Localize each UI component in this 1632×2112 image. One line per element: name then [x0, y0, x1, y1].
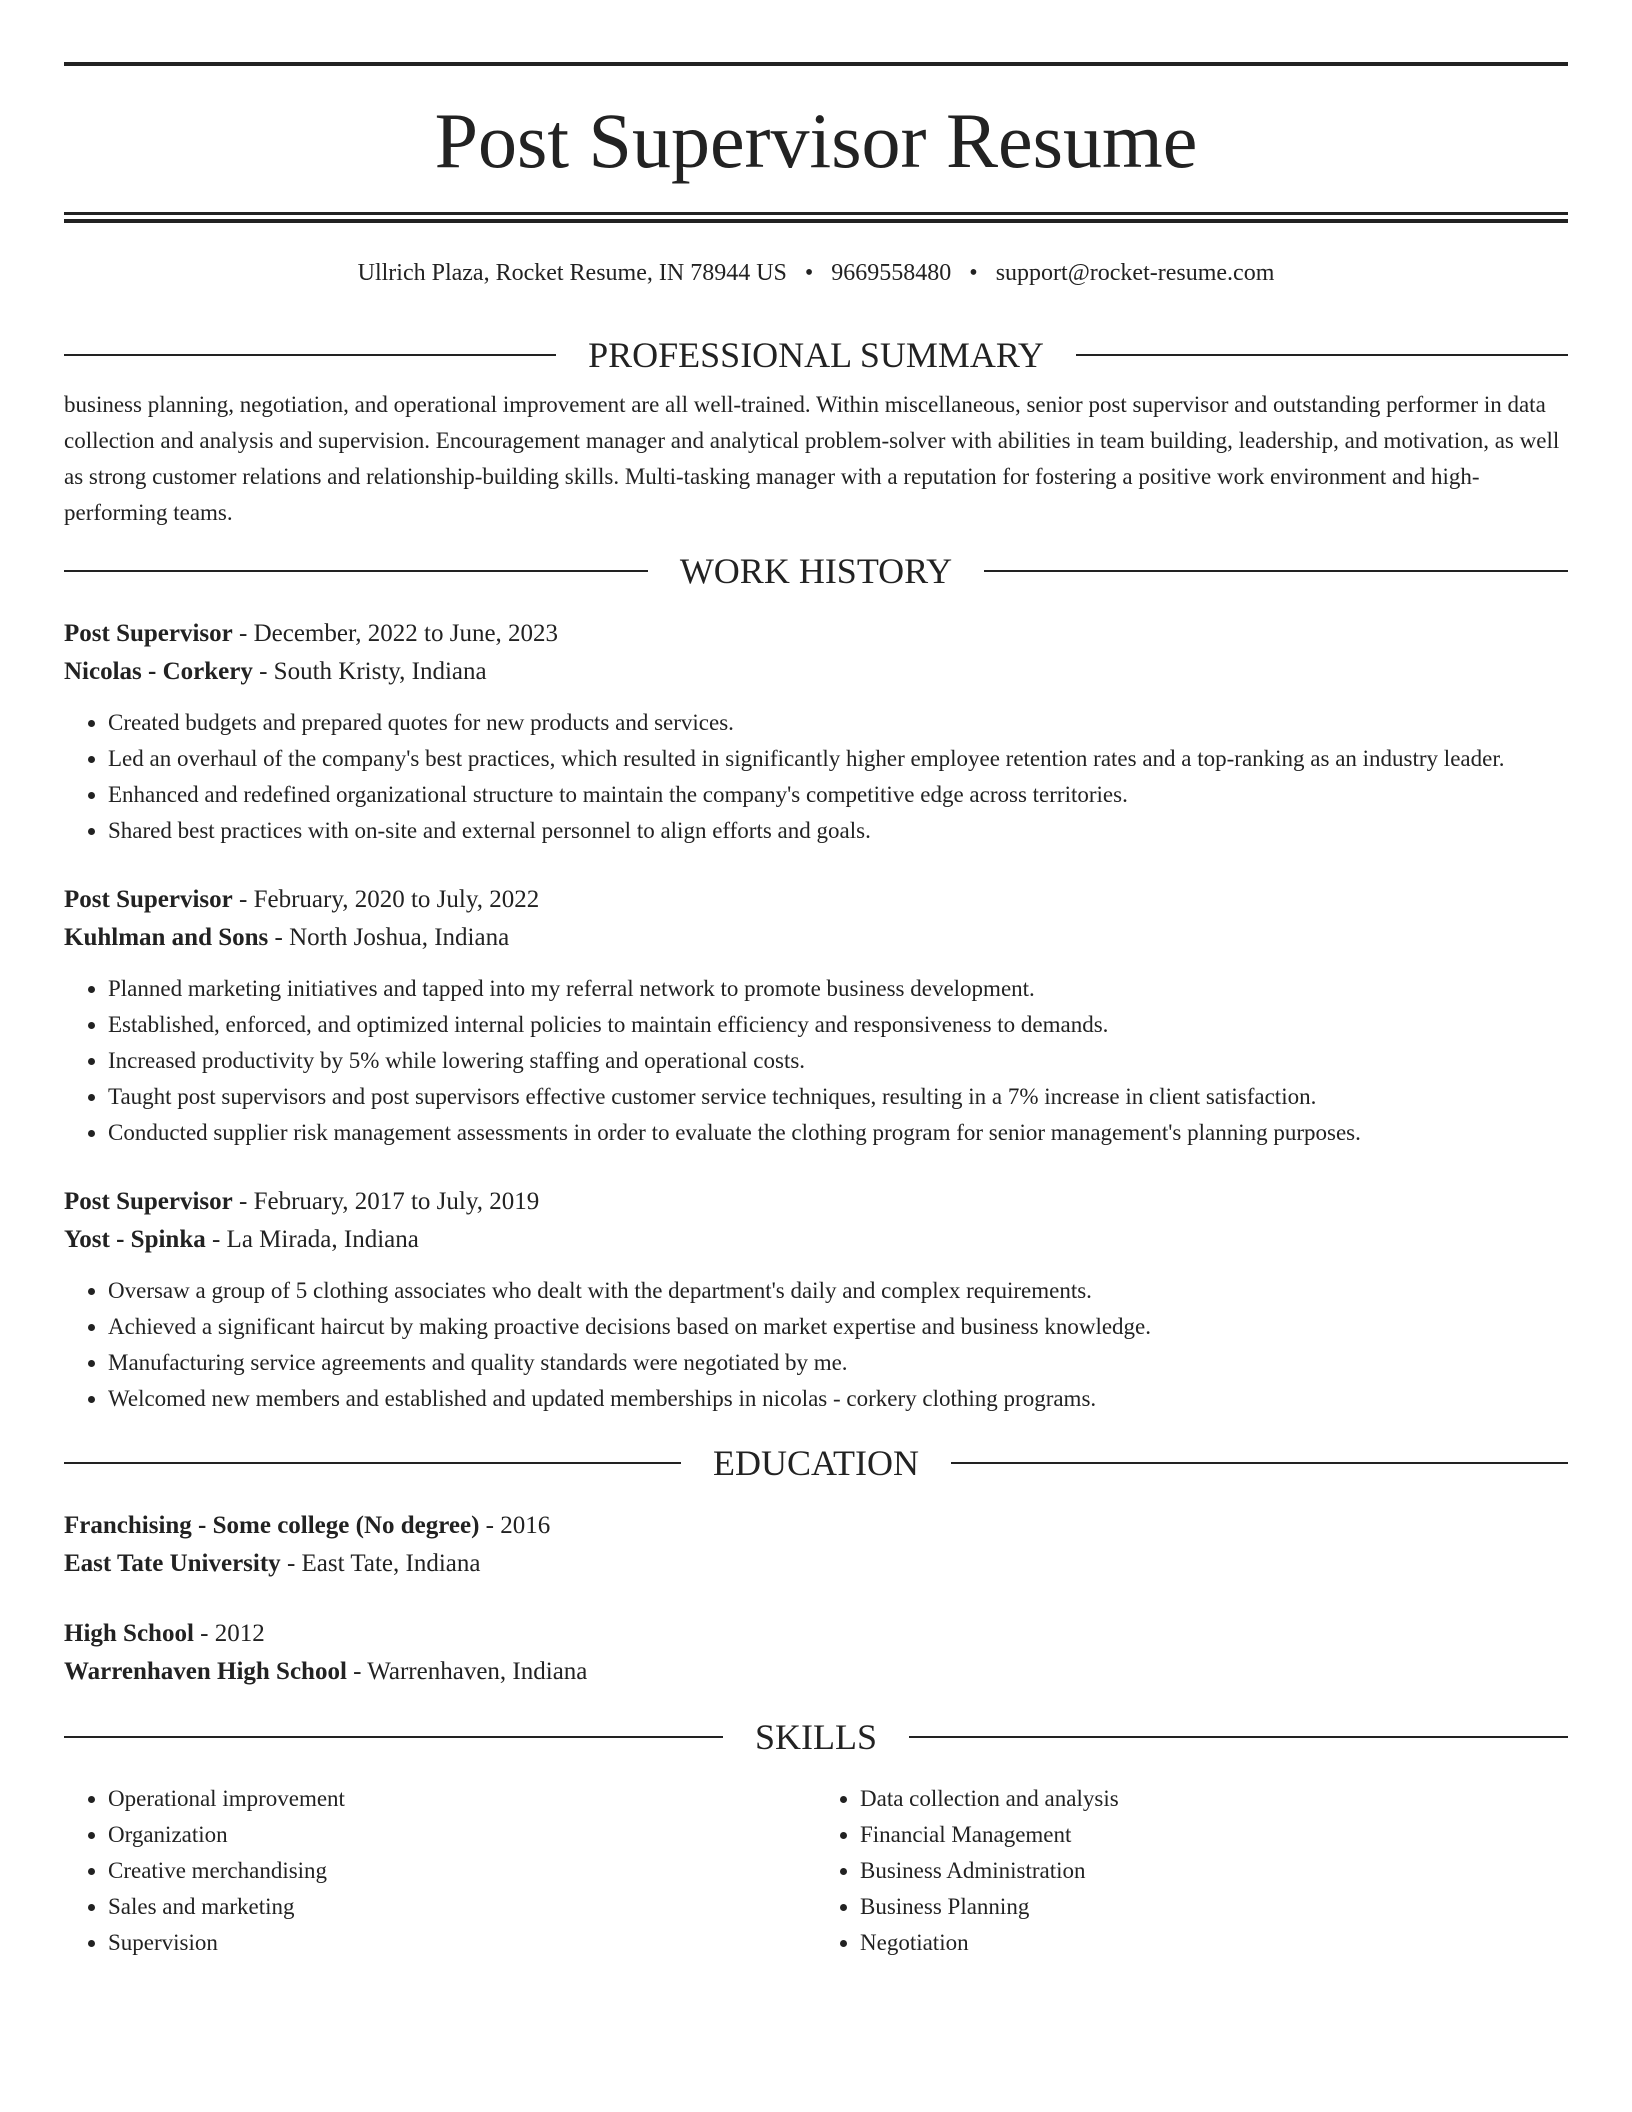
skill-item: • Negotiation [860, 1925, 1568, 1961]
section-title-skills: SKILLS [755, 1717, 878, 1757]
section-rule [64, 570, 648, 572]
education-degree-line [64, 1615, 1568, 1653]
contact-phone: 9669558480 [831, 260, 952, 286]
list-item: • Led an overhaul of the company's best practices, which resulted in significantly higher employee retention rates and a top-ranking as an industry leader. [108, 741, 1568, 777]
job-bullets [64, 1273, 1568, 1417]
list-item: • Conducted supplier risk management assessments in order to evaluate the clothing program for senior management's planning purposes. [108, 1115, 1568, 1151]
section-rule [951, 1462, 1568, 1464]
education-year: - 2012 [193, 1620, 265, 1647]
summary-text: business planning, negotiation, and operational improvement are all well-trained. Within miscellaneous, senior post supervisor and outstanding performer in data collection and analysis and supervision. Encouragement manager and analytical problem-solver with abilities in team building, leadership, and motivation, as well as strong customer relations and relationship-building skills. Multi-tasking manager with a reputation for fostering a positive work environment and high-performing teams. [64, 392, 1560, 525]
skill-item: • Business Administration [860, 1853, 1568, 1889]
list-item: • Shared best practices with on-site and external personnel to align efforts and goals. [108, 813, 1568, 849]
section-title-work: WORK HISTORY [679, 551, 953, 591]
page-title: Post Supervisor Resume [434, 97, 1198, 184]
education-degree: High School [64, 1620, 194, 1647]
skill-item: • Data collection and analysis [860, 1781, 1568, 1817]
job-location: - North Joshua, Indiana [268, 924, 510, 951]
job-entry [64, 1183, 1568, 1417]
top-rule [64, 62, 1568, 66]
contact-separator: • [804, 260, 814, 286]
skill-item: • Business Planning [860, 1889, 1568, 1925]
skill-item: • Operational improvement [108, 1781, 816, 1817]
skill-item: • Creative merchandising [108, 1853, 816, 1889]
job-company-line [64, 653, 1568, 691]
job-company: Yost - Spinka [64, 1226, 206, 1253]
education-degree-line [64, 1507, 1568, 1545]
skill-item: • Supervision [108, 1925, 816, 1961]
work-section-header [64, 553, 1568, 589]
skills-section-header [64, 1719, 1568, 1755]
contact-address: Ullrich Plaza, Rocket Resume, IN 78944 US [357, 260, 787, 286]
education-section-header [64, 1445, 1568, 1481]
education-year: - 2016 [479, 1512, 551, 1539]
skill-item: • Organization [108, 1817, 816, 1853]
job-bullets [64, 971, 1568, 1151]
job-dates: - February, 2017 to July, 2019 [232, 1188, 540, 1215]
section-title-summary: PROFESSIONAL SUMMARY [588, 335, 1044, 375]
contact-email[interactable]: support@rocket-resume.com [995, 260, 1275, 286]
job-company-line [64, 1221, 1568, 1259]
list-item: • Welcomed new members and established and updated memberships in nicolas - corkery clothing programs. [108, 1381, 1568, 1417]
summary-section-header [64, 337, 1568, 373]
education-location: - Warrenhaven, Indiana [346, 1658, 588, 1685]
list-item: • Achieved a significant haircut by making proactive decisions based on market expertise and business knowledge. [108, 1309, 1568, 1345]
job-dates: - February, 2020 to July, 2022 [232, 886, 540, 913]
job-title-line [64, 615, 1568, 653]
skill-item: • Sales and marketing [108, 1889, 816, 1925]
education-school: East Tate University [64, 1550, 281, 1577]
list-item: • Oversaw a group of 5 clothing associates who dealt with the department's daily and complex requirements. [108, 1273, 1568, 1309]
job-entry [64, 881, 1568, 1151]
list-item: • Enhanced and redefined organizational structure to maintain the company's competitive edge across territories. [108, 777, 1568, 813]
section-rule [64, 1462, 681, 1464]
education-school-line [64, 1653, 1568, 1691]
job-entry [64, 615, 1568, 849]
skills-grid [64, 1781, 1568, 1961]
list-item: • Manufacturing service agreements and quality standards were negotiated by me. [108, 1345, 1568, 1381]
education-entry [64, 1507, 1568, 1583]
job-location: - South Kristy, Indiana [252, 658, 487, 685]
title-double-rule [64, 212, 1568, 223]
job-dates: - December, 2022 to June, 2023 [232, 620, 559, 647]
job-location: - La Mirada, Indiana [205, 1226, 419, 1253]
job-bullets [64, 705, 1568, 849]
education-location: - East Tate, Indiana [280, 1550, 481, 1577]
section-rule [64, 354, 556, 356]
list-item: • Created budgets and prepared quotes for new products and services. [108, 705, 1568, 741]
education-school-line [64, 1545, 1568, 1583]
contact-separator: • [969, 260, 978, 286]
skill-item: • Financial Management [860, 1817, 1568, 1853]
job-company-line [64, 919, 1568, 957]
job-title: Post Supervisor [64, 886, 233, 913]
education-degree: Franchising - Some college (No degree) [64, 1512, 480, 1539]
job-company: Kuhlman and Sons [64, 924, 269, 951]
section-title-education: EDUCATION [713, 1443, 919, 1483]
job-title: Post Supervisor [64, 620, 233, 647]
section-rule [1076, 354, 1568, 356]
section-rule [984, 570, 1568, 572]
list-item: • Planned marketing initiatives and tapped into my referral network to promote business development. [108, 971, 1568, 1007]
job-company: Nicolas - Corkery [64, 658, 253, 685]
skills-list-right [816, 1781, 1568, 1961]
list-item: • Taught post supervisors and post supervisors effective customer service techniques, resulting in a 7% increase in client satisfaction. [108, 1079, 1568, 1115]
list-item: • Established, enforced, and optimized internal policies to maintain efficiency and responsiveness to demands. [108, 1007, 1568, 1043]
contact-line [64, 261, 1568, 285]
education-school: Warrenhaven High School [64, 1658, 347, 1685]
job-title-line [64, 1183, 1568, 1221]
job-title-line [64, 881, 1568, 919]
job-title: Post Supervisor [64, 1188, 233, 1215]
section-rule [64, 1736, 723, 1738]
list-item: • Increased productivity by 5% while lowering staffing and operational costs. [108, 1043, 1568, 1079]
skills-list-left [64, 1781, 816, 1961]
section-rule [909, 1736, 1568, 1738]
education-entry [64, 1615, 1568, 1691]
